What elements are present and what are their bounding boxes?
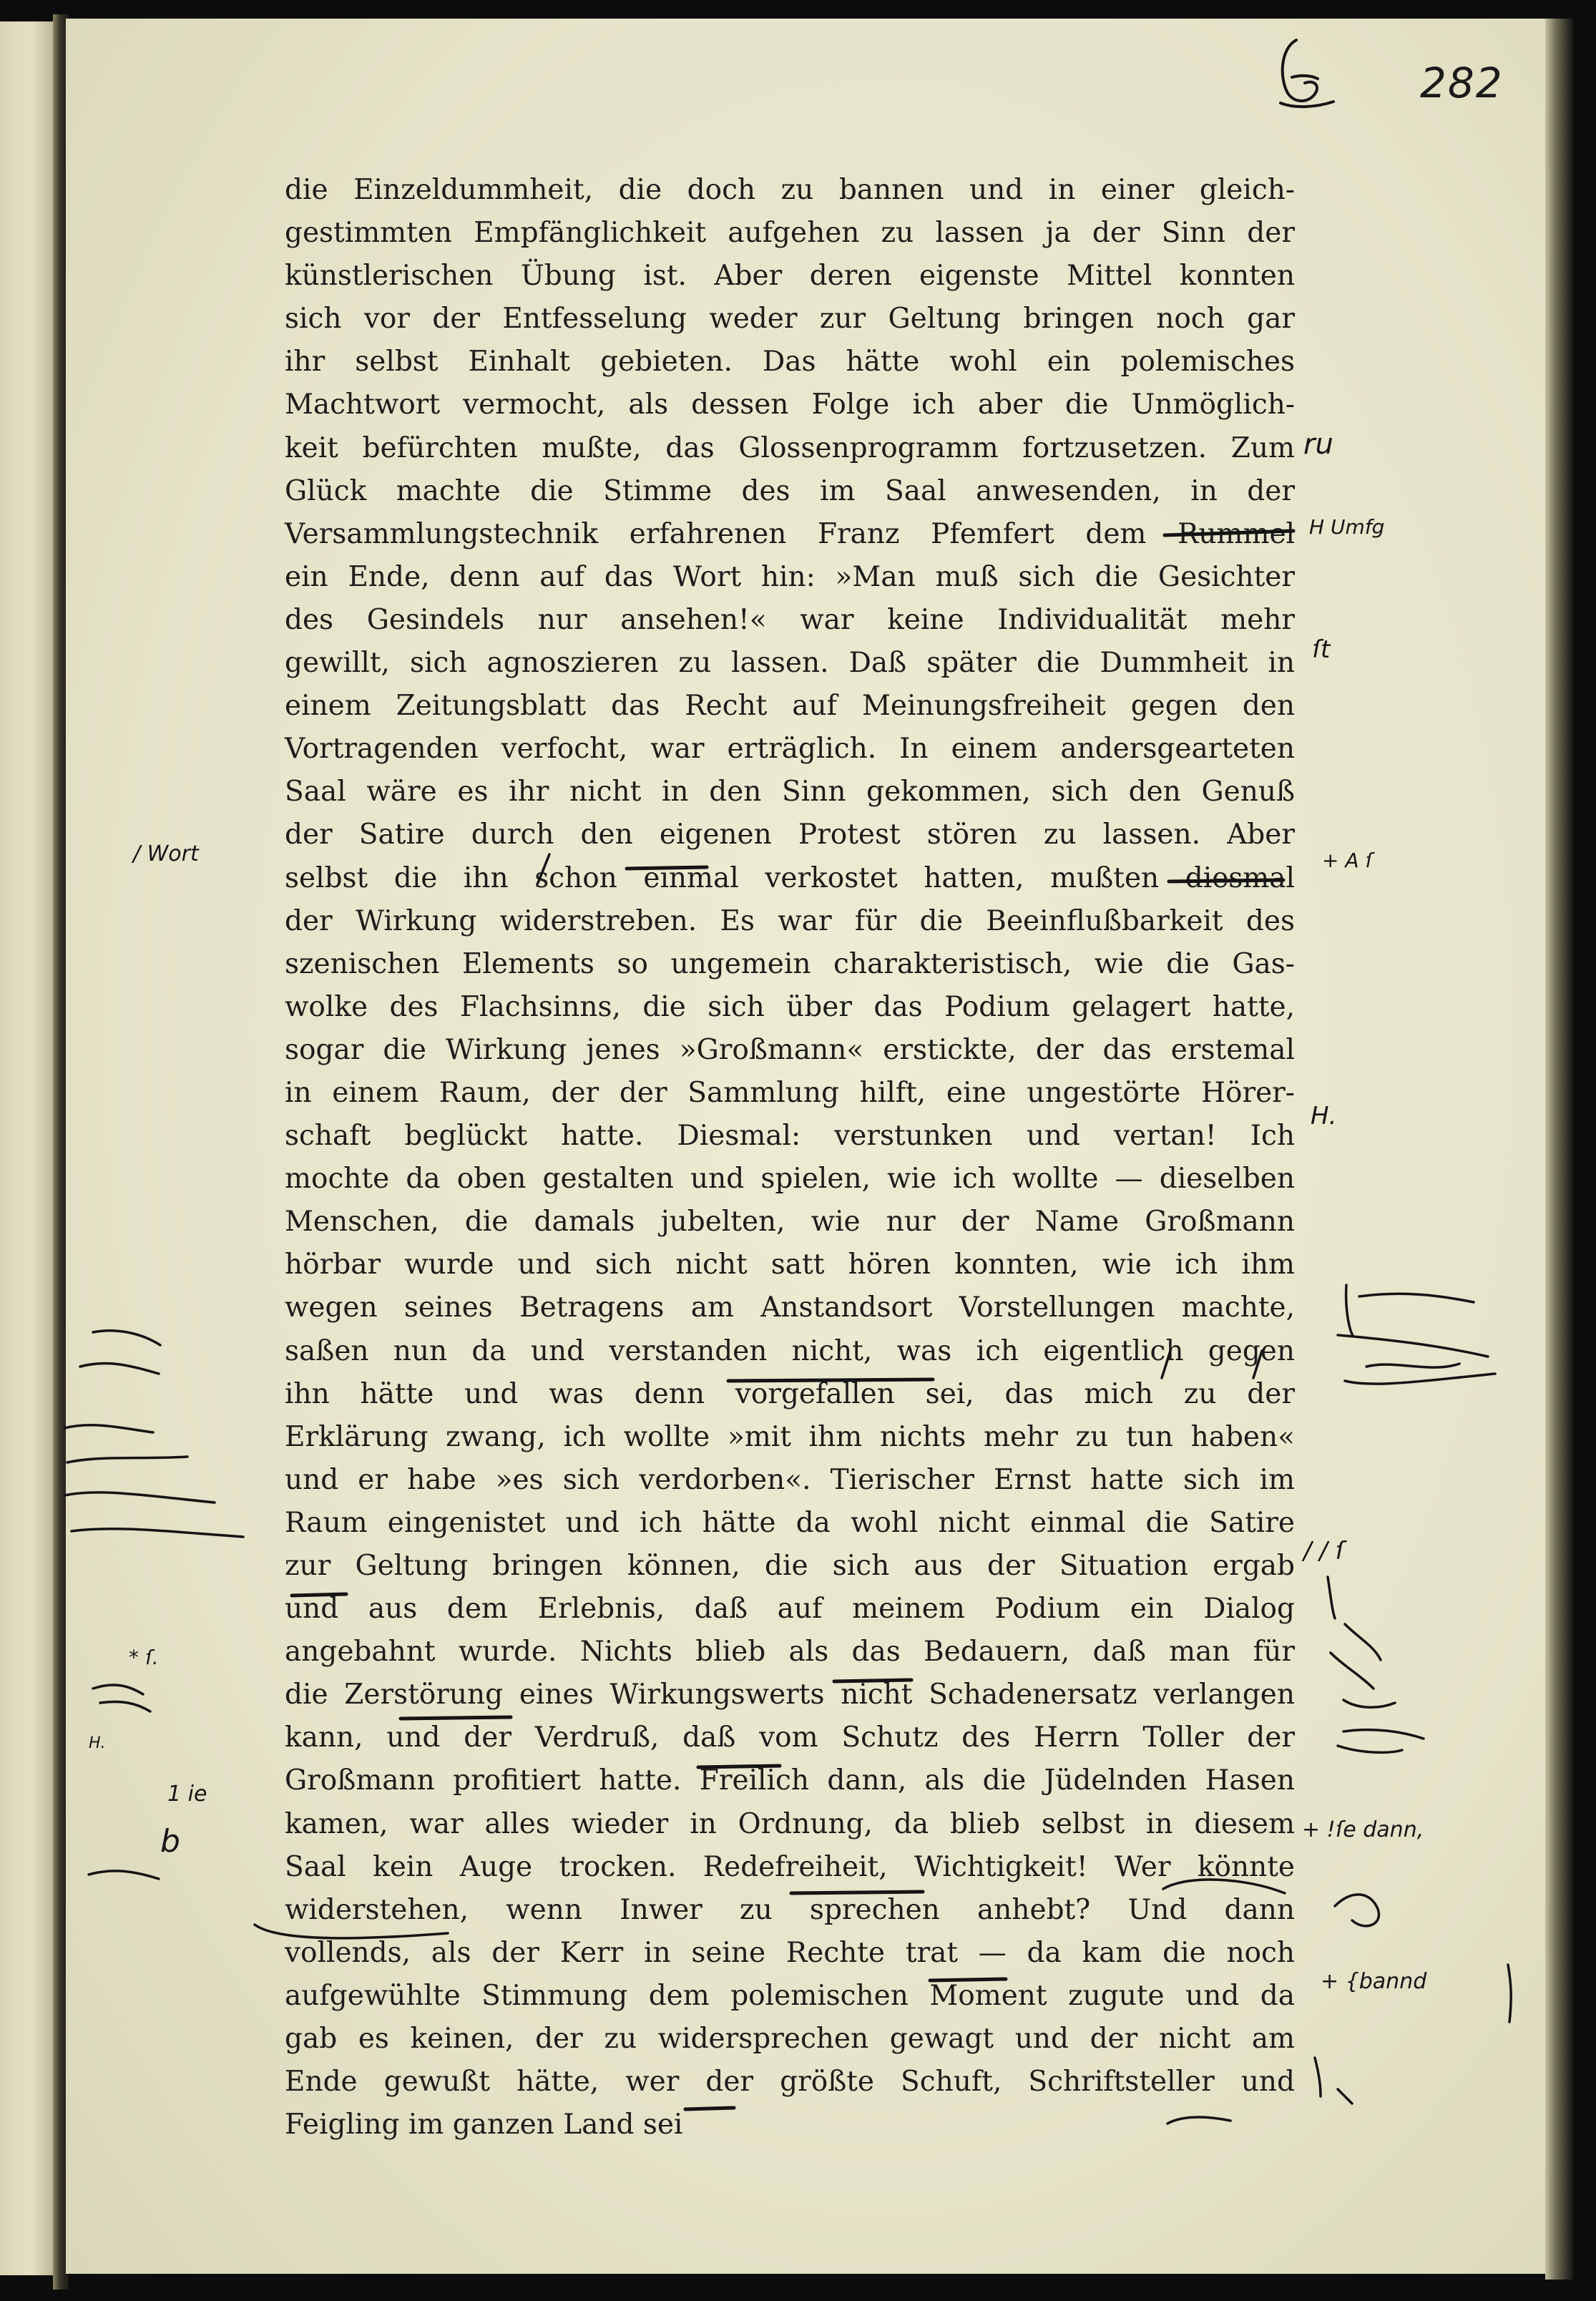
text-line: Großmann profitiert hatte. Freilich dann, als die Jüdelnden Hasen: [285, 1764, 1295, 1797]
text-line: ihn hätte und was denn vorgefallen sei, das mich zu der: [285, 1377, 1295, 1410]
text-line: aufgewühlte Stimmung dem polemischen Moment zugute und da: [285, 1979, 1295, 2012]
margin-note-right: ru: [1303, 428, 1333, 461]
text-line: gewillt, sich agnoszieren zu lassen. Daß später die Dummheit in: [285, 647, 1295, 680]
page-number: 282: [1420, 59, 1504, 107]
margin-note-left: * ſ.: [129, 1646, 159, 1669]
text-line: zur Geltung bringen können, die sich aus der Situation ergab: [285, 1550, 1295, 1582]
margin-note-right: + !ſe dann,: [1302, 1817, 1424, 1842]
text-line: wolke des Flachsinns, die sich über das Podium gelagert hatte,: [285, 990, 1295, 1023]
text-line: selbst die ihn schon einmal verkostet hatten, mußten diesmal: [285, 861, 1295, 894]
text-line: widerstehen, wenn Inwer zu sprechen anhebt? Und dann: [285, 1893, 1295, 1926]
text-line: gab es keinen, der zu widersprechen gewagt und der nicht am: [285, 2023, 1295, 2056]
margin-note-left: b: [160, 1823, 180, 1860]
margin-note-right: / / ſ: [1303, 1537, 1344, 1565]
facing-page-edge: [0, 21, 56, 2275]
text-line: in einem Raum, der der Sammlung hilft, eine ungestörte Hörer-: [285, 1076, 1295, 1109]
text-line: der Wirkung widerstreben. Es war für die Beeinflußbarkeit des: [285, 904, 1295, 937]
text-line: vollends, als der Kerr in seine Rechte trat — da kam die noch: [285, 1936, 1295, 1969]
text-line: Machtwort vermocht, als dessen Folge ich aber die Unmöglich-: [285, 389, 1295, 421]
text-line: ihr selbst Einhalt gebieten. Das hätte wohl ein polemisches: [285, 346, 1295, 378]
text-line: sogar die Wirkung jenes »Großmann« erstickte, der das erstemal: [285, 1033, 1295, 1066]
text-line: hörbar wurde und sich nicht satt hören konnten, wie ich ihm: [285, 1249, 1295, 1281]
text-line: der Satire durch den eigenen Protest stören zu lassen. Aber: [285, 819, 1295, 851]
text-line: Raum eingenistet und ich hätte da wohl nicht einmal die Satire: [285, 1506, 1295, 1539]
text-line: gestimmten Empfänglichkeit aufgehen zu lassen ja der Sinn der: [285, 217, 1295, 250]
text-line: Saal kein Auge trocken. Redefreiheit, Wichtigkeit! Wer könnte: [285, 1850, 1295, 1883]
margin-note-left: 1 ie: [167, 1782, 207, 1807]
text-line: kann, und der Verdruß, daß vom Schutz des Herrn Toller der: [285, 1721, 1295, 1754]
margin-note-right: + {bannd: [1321, 1969, 1427, 1994]
text-line: einem Zeitungsblatt das Recht auf Meinungsfreiheit gegen den: [285, 690, 1295, 723]
text-line: Ende gewußt hätte, wer der größte Schuft, Schriftsteller und: [285, 2066, 1295, 2099]
margin-note-left: / Wort: [133, 841, 199, 866]
text-line: die Einzeldummheit, die doch zu bannen und in einer gleich-: [285, 174, 1295, 206]
text-line: ein Ende, denn auf das Wort hin: »Man muß sich die Gesichter: [285, 560, 1295, 593]
text-line: Erklärung zwang, ich wollte »mit ihm nichts mehr zu tun haben«: [285, 1420, 1295, 1453]
text-line: Feigling im ganzen Land sei: [285, 2109, 683, 2141]
folio-mark: [1266, 34, 1338, 113]
body-text: [285, 169, 1295, 2146]
margin-note-left: H.: [89, 1734, 106, 1752]
text-line: und er habe »es sich verdorben«. Tierischer Ernst hatte sich im: [285, 1463, 1295, 1496]
margin-note-right: ſt: [1312, 635, 1331, 664]
text-line: die Zerstörung eines Wirkungswerts nicht Schadenersatz verlangen: [285, 1679, 1295, 1711]
text-line: wegen seines Betragens am Anstandsort Vorstellungen machte,: [285, 1291, 1295, 1324]
text-line: keit befürchten mußte, das Glossenprogramm fortzusetzen. Zum: [285, 431, 1295, 464]
margin-note-right: H Umfg: [1309, 515, 1385, 539]
margin-note-right: H.: [1311, 1102, 1337, 1130]
text-line: sich vor der Entfesselung weder zur Geltung bringen noch gar: [285, 303, 1295, 336]
text-line: angebahnt wurde. Nichts blieb als das Bedauern, daß man für: [285, 1636, 1295, 1669]
text-line: saßen nun da und verstanden nicht, was ich eigentlich gegen: [285, 1334, 1295, 1367]
text-line: künstlerischen Übung ist. Aber deren eigenste Mittel konnten: [285, 260, 1295, 293]
text-line: des Gesindels nur ansehen!« war keine Individualität mehr: [285, 603, 1295, 636]
text-line: Menschen, die damals jubelten, wie nur der Name Großmann: [285, 1206, 1295, 1239]
text-line: Glück machte die Stimme des im Saal anwesenden, in der: [285, 474, 1295, 507]
text-line: mochte da oben gestalten und spielen, wie ich wollte — dieselben: [285, 1163, 1295, 1196]
text-line: Saal wäre es ihr nicht in den Sinn gekommen, sich den Genuß: [285, 776, 1295, 808]
text-line: und aus dem Erlebnis, daß auf meinem Podium ein Dialog: [285, 1593, 1295, 1626]
page-edge-shadow: [1545, 19, 1574, 2280]
text-line: szenischen Elements so ungemein charakteristisch, wie die Gas-: [285, 947, 1295, 980]
margin-note-right: + A ſ: [1322, 849, 1373, 872]
text-line: schaft beglückt hatte. Diesmal: verstunken und vertan! Ich: [285, 1120, 1295, 1153]
text-line: Vortragenden verfocht, war erträglich. In einem andersgearteten: [285, 733, 1295, 766]
text-line: Versammlungstechnik erfahrenen Franz Pfemfert dem Rummel: [285, 517, 1295, 550]
text-line: kamen, war alles wieder in Ordnung, da blieb selbst in diesem: [285, 1807, 1295, 1840]
